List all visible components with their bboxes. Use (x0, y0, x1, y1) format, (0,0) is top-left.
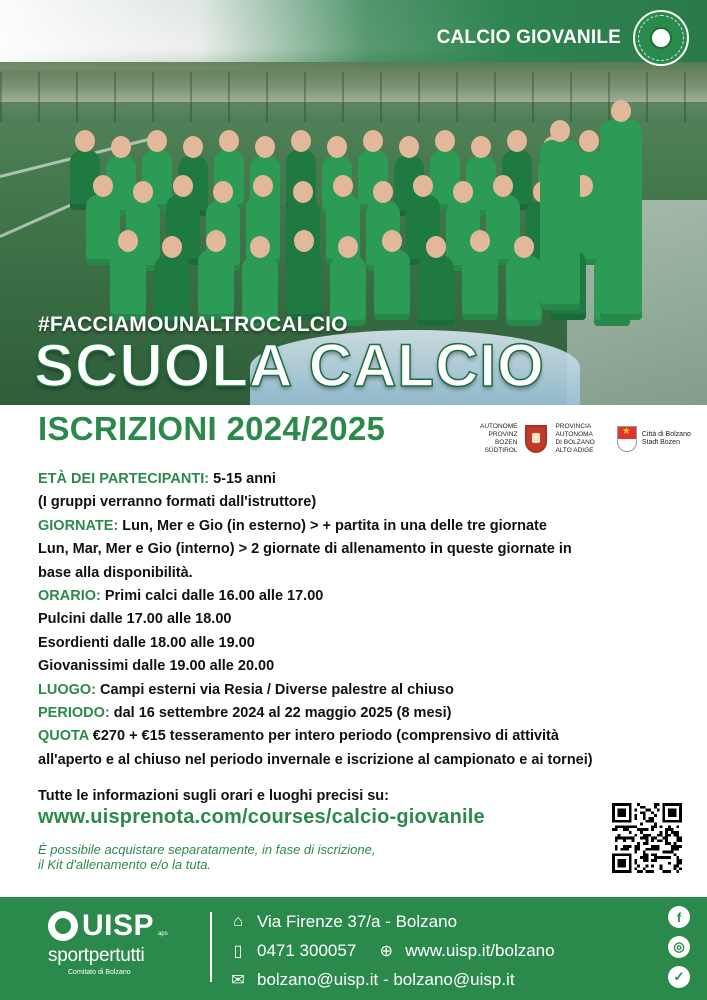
province-line: DI BOLZANO (555, 439, 595, 446)
place-value: Campi esterni via Resia / Diverse palestre al chiuso (96, 681, 454, 698)
website-link[interactable]: www.uisp.it/bolzano (405, 940, 555, 960)
city-logo (617, 426, 691, 452)
uisp-wordmark: UISP (82, 909, 155, 942)
uisp-aps: aps (158, 931, 168, 937)
age-label: ETÀ DEI PARTECIPANTI: (38, 471, 210, 487)
age-note: (I gruppi verranno formati dall'istruttore) (38, 494, 317, 511)
player (374, 250, 410, 320)
facebook-icon[interactable]: f (668, 906, 690, 928)
age-row (38, 468, 678, 491)
page-title: SCUOLA CALCIO (34, 332, 545, 399)
qr-code-graphic (612, 803, 682, 873)
kit-note-line: il Kit d'allenamento e/o la tuta. (38, 857, 212, 872)
uisp-mark-icon (48, 911, 78, 941)
period-value: dal 16 settembre 2024 al 22 maggio 2025 (8 mesi) (109, 705, 452, 722)
kit-note (38, 842, 375, 872)
twitter-icon[interactable]: ✓ (668, 966, 690, 988)
province-shield-icon (525, 425, 547, 453)
email-row (228, 965, 555, 994)
fee-row (38, 725, 678, 748)
coach (540, 140, 580, 310)
uisp-logo-row (48, 909, 183, 943)
days-line-3: base alla disponibilità. (38, 564, 193, 581)
fee-label: QUOTA (38, 728, 89, 745)
player (286, 250, 322, 320)
uisp-committee: Comitato di Bolzano (68, 969, 131, 976)
days-label: GIORNATE: (38, 517, 119, 534)
schedule-line-3: Esordienti dalle 18.00 alle 19.00 (38, 634, 255, 651)
province-line: AUTONOMA (555, 431, 593, 438)
schedule-label: ORARIO: (38, 588, 101, 605)
uisp-tagline: sportpertutti (48, 945, 145, 966)
player (110, 250, 146, 320)
province-line: AUTONOME (480, 423, 518, 430)
period-row (38, 702, 678, 725)
days-line-2: Lun, Mar, Mer e Gio (interno) > 2 giornate di allenamento in queste giornate in (38, 541, 572, 558)
schedule-value: Primi calci dalle 16.00 alle 17.00 (100, 588, 324, 605)
globe-icon: ⊕ (379, 942, 393, 960)
schedule-row (38, 585, 678, 608)
logo-ring (638, 15, 684, 61)
schedule-line-2: Pulcini dalle 17.00 alle 18.00 (38, 611, 232, 628)
club-logo (633, 10, 689, 66)
contact-info (228, 907, 555, 994)
schedule-line-4: Giovanissimi dalle 19.00 alle 20.00 (38, 658, 275, 675)
hero-photo (0, 0, 707, 405)
partner-logos (480, 423, 691, 455)
period-label: PERIODO: (38, 705, 110, 722)
hashtag: #FACCIAMOUNALTROCALCIO (38, 313, 348, 336)
province-text-it (555, 423, 594, 455)
section-title: CALCIO GIOVANILE (436, 27, 621, 48)
instagram-icon[interactable]: ◎ (668, 936, 690, 958)
place-label: LUOGO: (38, 681, 96, 698)
fee-value: €270 + €15 tesseramento per intero periodo (comprensivo di attività (88, 728, 559, 745)
social-links (668, 906, 690, 988)
city-line: Stadt Bozen (641, 439, 680, 446)
city-line: Città di Bolzano (641, 431, 691, 438)
registration-title: ISCRIZIONI 2024/2025 (38, 410, 386, 447)
province-line: BOZEN (495, 439, 518, 446)
qr-code-icon[interactable] (612, 803, 682, 873)
days-value: Lun, Mer e Gio (in esterno) > + partita in una delle tre giornate (118, 517, 547, 534)
city-shield-icon (617, 426, 637, 452)
phone-icon: ▯ (233, 942, 243, 960)
fee-line-2: all'aperto e al chiuso nel periodo invernale e iscrizione al campionato e ai tornei) (38, 751, 593, 768)
address-text: Via Firenze 37/a - Bolzano (257, 911, 458, 931)
footer (0, 897, 707, 1000)
more-info-lead: Tutte le informazioni sugli orari e luoghi precisi su: (38, 788, 389, 804)
header-brand (437, 10, 689, 66)
province-text-de (480, 423, 517, 455)
city-text (642, 431, 691, 447)
coach (600, 120, 642, 320)
address-row (228, 907, 555, 936)
email-link[interactable]: bolzano@uisp.it - bolzano@uisp.it (257, 969, 515, 989)
province-line: SÜDTIROL (484, 447, 518, 454)
player (506, 256, 542, 326)
mail-icon: ✉ (231, 971, 245, 989)
province-line: PROVINCIA (555, 423, 592, 430)
place-row (38, 679, 678, 702)
province-line: PROVINZ (488, 431, 518, 438)
phone-web-row (228, 936, 555, 965)
province-line: ALTO ADIGE (555, 447, 594, 454)
phone-text[interactable]: 0471 300057 (257, 940, 357, 960)
registration-link[interactable]: www.uisprenota.com/courses/calcio-giovanile (38, 806, 485, 828)
player (418, 256, 454, 326)
days-row (38, 515, 678, 538)
footer-divider (210, 912, 212, 982)
hero-fence (0, 72, 707, 122)
course-info (38, 468, 678, 772)
home-icon: ⌂ (233, 912, 243, 930)
kit-note-line: È possibile acquistare separatamente, in fase di iscrizione, (38, 842, 376, 857)
age-value: 5-15 anni (209, 471, 276, 487)
player (462, 250, 498, 320)
uisp-logo (48, 909, 183, 976)
player (198, 250, 234, 320)
